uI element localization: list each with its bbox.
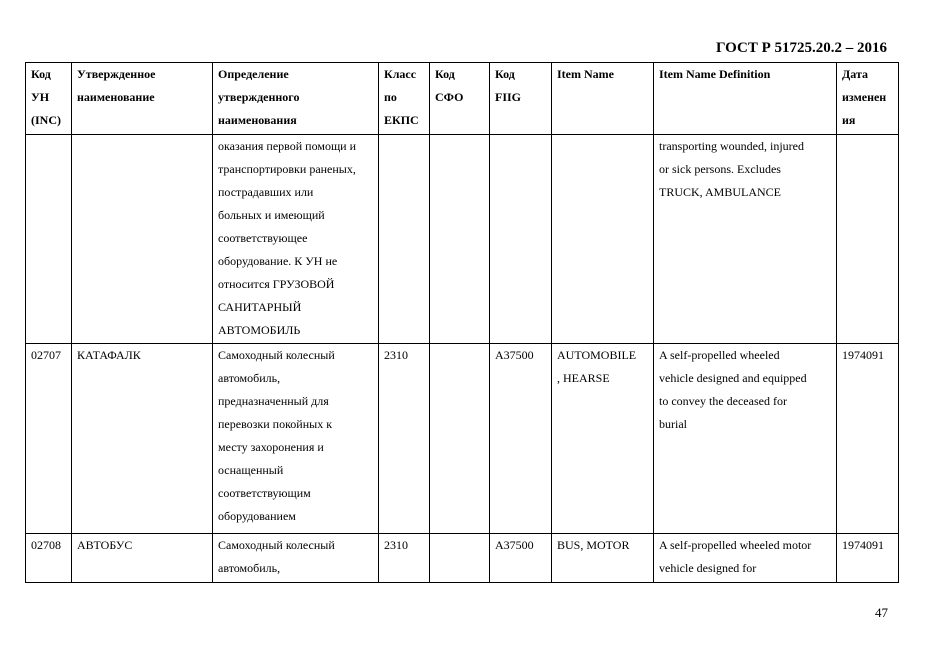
cell-definition: Самоходный колесный автомобиль, предназначенный для перевозки покойных к месту захоронения и оснащенный соответствующим оборудованием xyxy=(213,344,379,534)
page-number: 47 xyxy=(875,605,888,620)
cell-change-date xyxy=(837,135,899,344)
cell-item-name: BUS, MOTOR xyxy=(552,534,654,583)
cell-approved-name xyxy=(72,135,213,344)
cell-approved-name: АВТОБУС xyxy=(72,534,213,583)
header-definition: Определение утвержденного наименования xyxy=(213,63,379,135)
header-approved-name: Утвержденное наименование xyxy=(72,63,213,135)
header-class: Класс по ЕКПС xyxy=(379,63,430,135)
cell-fiig: A37500 xyxy=(490,344,552,534)
cell-change-date: 1974091 xyxy=(837,534,899,583)
header-item-name-definition: Item Name Definition xyxy=(654,63,837,135)
table-row xyxy=(26,534,899,583)
document-header: ГОСТ Р 51725.20.2 – 2016 xyxy=(715,40,887,56)
cell-sfo xyxy=(430,534,490,583)
cell-sfo xyxy=(430,135,490,344)
cell-item-name-definition: A self-propelled wheeled vehicle designed and equipped to convey the deceased for burial xyxy=(654,344,837,534)
cell-sfo xyxy=(430,344,490,534)
cell-item-name: AUTOMOBILE , HEARSE xyxy=(552,344,654,534)
header-item-name: Item Name xyxy=(552,63,654,135)
cell-inc: 02708 xyxy=(26,534,72,583)
cell-item-name-definition: A self-propelled wheeled motor vehicle designed for xyxy=(654,534,837,583)
cell-change-date: 1974091 xyxy=(837,344,899,534)
cell-item-name xyxy=(552,135,654,344)
cell-approved-name: КАТАФАЛК xyxy=(72,344,213,534)
inc-table xyxy=(25,62,899,583)
header-change-date: Дата изменен ия xyxy=(837,63,899,135)
cell-item-name-definition: transporting wounded, injured or sick persons. Excludes TRUCK, AMBULANCE xyxy=(654,135,837,344)
header-row xyxy=(26,63,899,135)
cell-inc xyxy=(26,135,72,344)
cell-definition: Самоходный колесный автомобиль, xyxy=(213,534,379,583)
header-fiig: Код FIIG xyxy=(490,63,552,135)
cell-definition: оказания первой помощи и транспортировки раненых, пострадавших или больных и имеющий соответствующее оборудование. К УН не относится ГРУЗОВОЙ САНИТАРНЫЙ АВТОМОБИЛЬ xyxy=(213,135,379,344)
table-row xyxy=(26,135,899,344)
cell-fiig: A37500 xyxy=(490,534,552,583)
cell-class xyxy=(379,135,430,344)
header-sfo: Код СФО xyxy=(430,63,490,135)
cell-inc: 02707 xyxy=(26,344,72,534)
header-inc: Код УН (INC) xyxy=(26,63,72,135)
cell-class: 2310 xyxy=(379,534,430,583)
cell-class: 2310 xyxy=(379,344,430,534)
table-row xyxy=(26,344,899,534)
cell-fiig xyxy=(490,135,552,344)
